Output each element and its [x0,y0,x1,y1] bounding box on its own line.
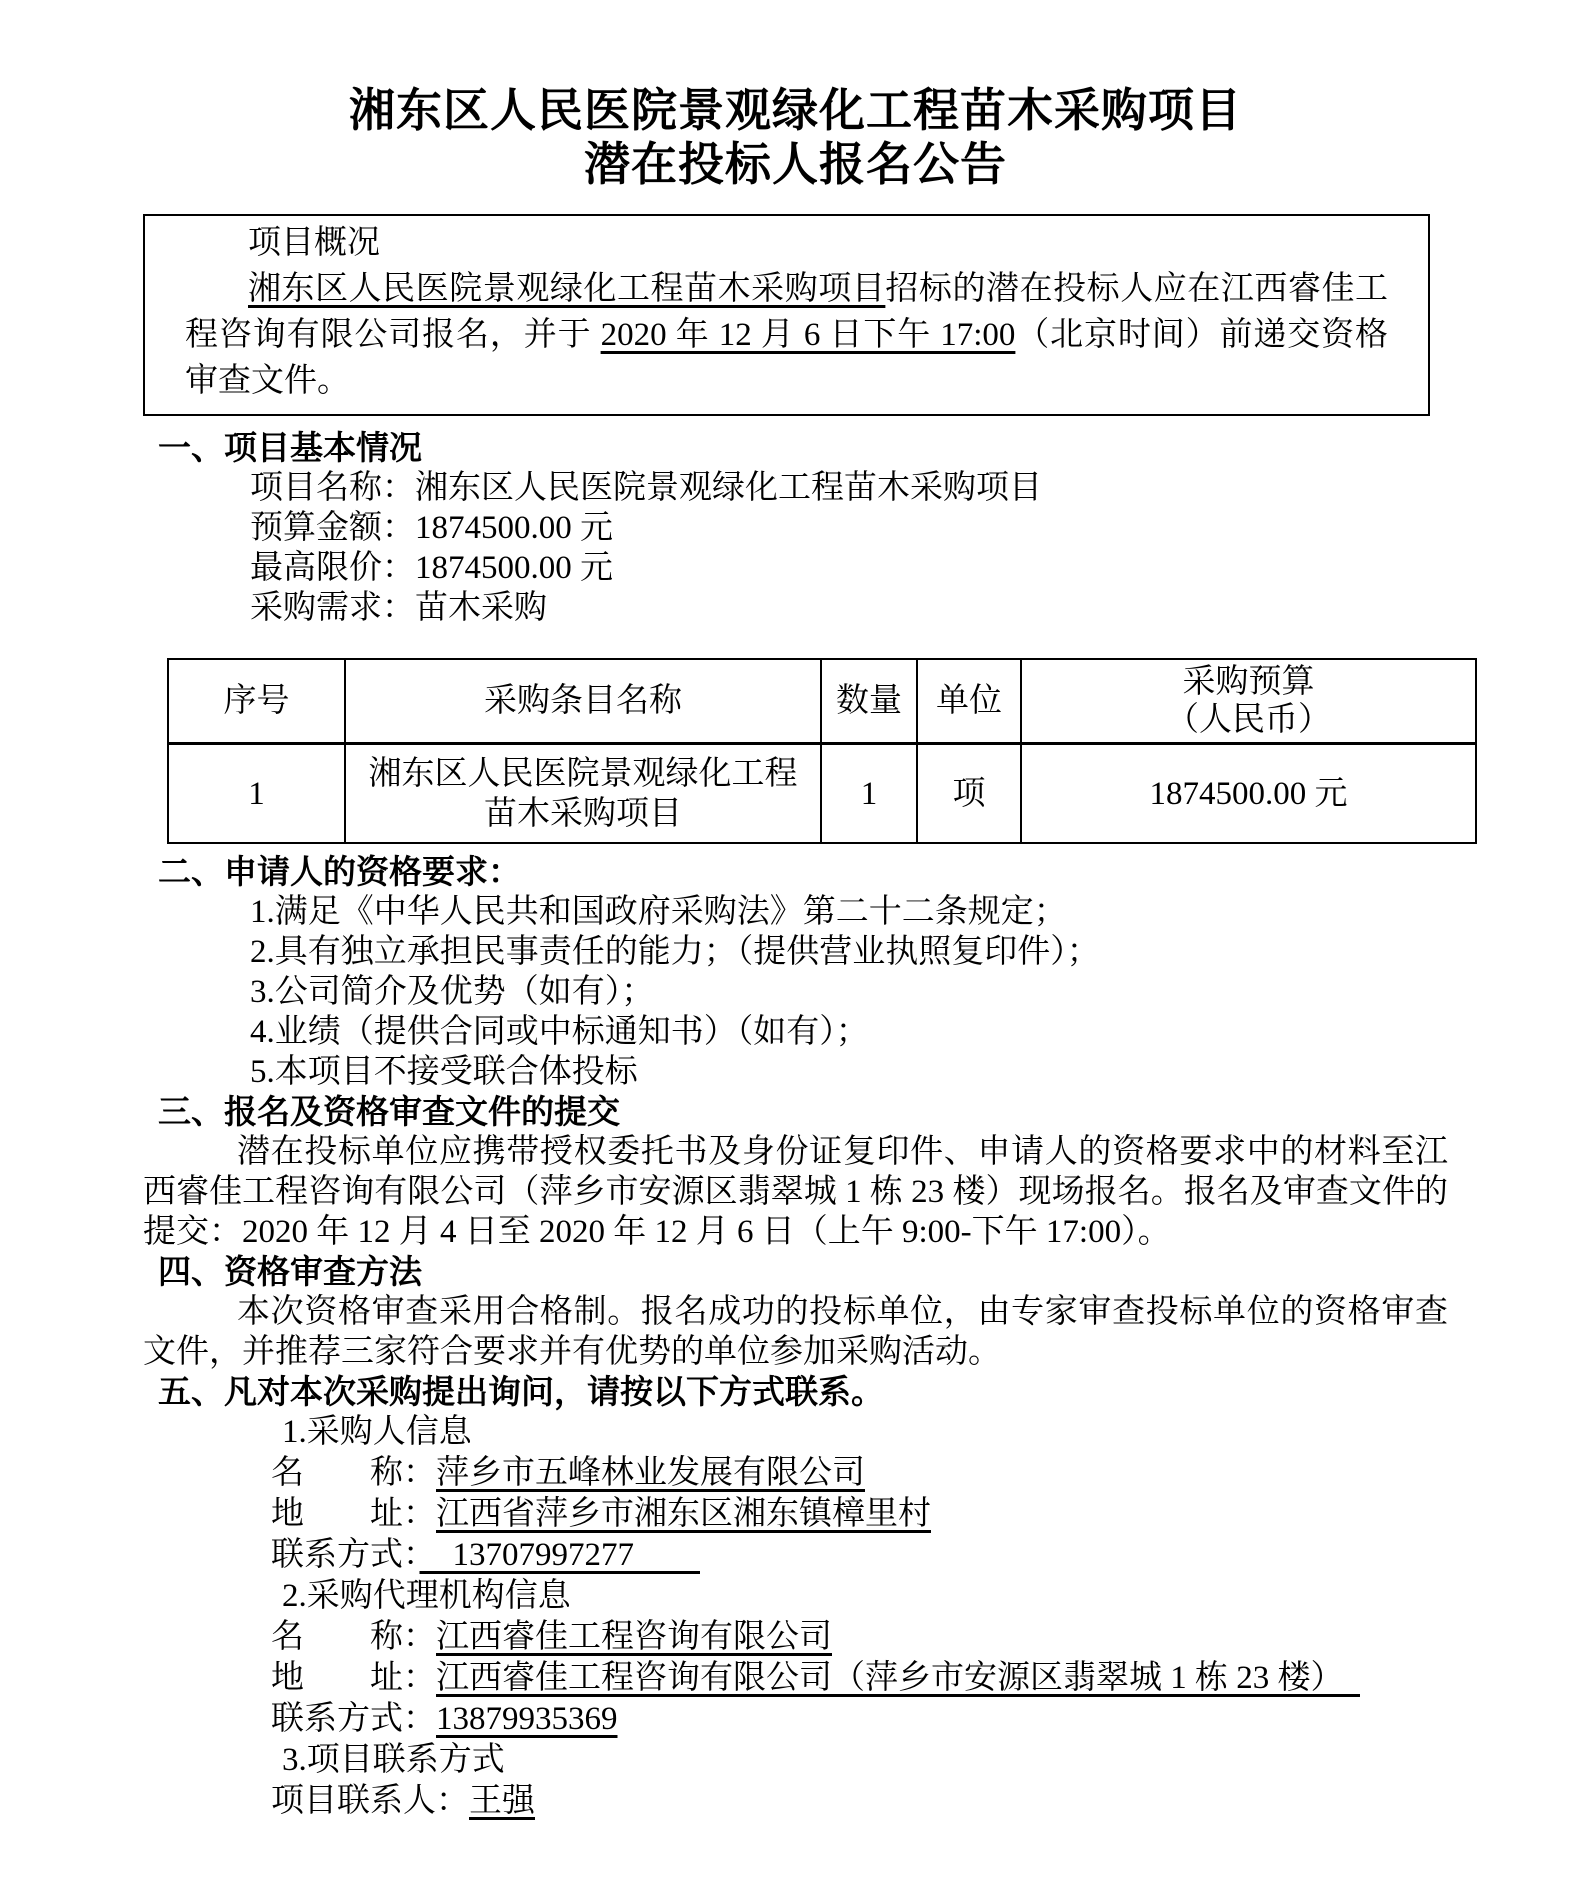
column-header-item-name: 采购条目名称 [345,659,821,744]
page-title [143,84,1448,192]
table-row [168,744,1476,844]
agency-phone-line [143,1699,1448,1740]
project-name-line: 项目名称：湘东区人民医院景观绿化工程苗木采购项目 [250,470,1042,506]
demand-line: 采购需求：苗木采购 [250,590,547,626]
agency-address-line [143,1658,1448,1699]
agency-name-label: 名 称： [271,1619,436,1655]
agency-phone-value: 13879935369 [436,1701,618,1737]
overview-label: 项目概况 [248,225,380,261]
agency-address-label: 地 址： [271,1660,436,1696]
purchaser-address-label: 地 址： [271,1496,436,1532]
requirement-item-1: 1.满足《中华人民共和国政府采购法》第二十二条规定； [250,894,1067,930]
project-contact-title: 3.项目联系方式 [282,1742,505,1778]
cell-item-name-line2: 苗木采购项目 [484,795,682,832]
overview-project-name-underlined: 湘东区人民医院景观绿化工程苗木采购项目 [248,271,886,307]
procurement-table [167,658,1477,844]
section-2-heading: 二、申请人的资格要求： [158,853,521,890]
overview-text-2: （北京时间）前递交资格审查文件。 [185,317,1389,399]
purchaser-phone-value: 13707997277 [419,1537,700,1573]
section-4-heading: 四、资格审查方法 [158,1253,422,1290]
agency-name-value: 江西睿佳工程咨询有限公司 [436,1619,832,1655]
column-header-quantity: 数量 [821,659,917,744]
cell-unit: 项 [917,744,1021,844]
project-contact-label: 项目联系人： [271,1783,469,1819]
requirement-item-4: 4.业绩（提供合同或中标通知书）（如有）； [250,1014,869,1050]
section-4-paragraph: 本次资格审查采用合格制。报名成功的投标单位，由专家审查投标单位的资格审查文件，并推荐三家符合要求并有优势的单位参加采购活动。 [143,1294,1448,1370]
column-header-budget [1021,659,1476,744]
agency-name-line [143,1617,1448,1658]
purchaser-address-value: 江西省萍乡市湘东区湘东镇樟里村 [436,1496,931,1532]
cell-quantity: 1 [821,744,917,844]
overview-paragraph [185,266,1388,404]
column-header-budget-line1: 采购预算 [1182,664,1315,700]
section-1-heading: 一、项目基本情况 [158,429,422,466]
agency-phone-label: 联系方式： [271,1701,436,1737]
section-3-paragraph: 潜在投标单位应携带授权委托书及身份证复印件、申请人的资格要求中的材料至江西睿佳工程咨询有限公司（萍乡市安源区翡翠城 1 栋 23 楼）现场报名。报名及审查文件的提交：2020 年 12 月 4 日至 2020 年 12 月 6 日（上午 9:00-下午 17:00）。 [143,1134,1448,1250]
column-header-budget-line2: （人民币） [1166,702,1331,738]
project-contact-name: 王强 [469,1783,535,1819]
cell-item-name [345,744,821,844]
project-overview-box [143,214,1430,416]
purchaser-name-value: 萍乡市五峰林业发展有限公司 [436,1455,865,1491]
column-header-unit: 单位 [917,659,1021,744]
cell-budget: 1874500.00 元 [1021,744,1476,844]
overview-text-1: 招标的潜在投标人应在江西睿佳工程咨询有限公司报名，并于 [185,271,1389,353]
page-title-line1: 湘东区人民医院景观绿化工程苗木采购项目 [349,85,1242,136]
purchaser-phone-label: 联系方式： [271,1537,420,1573]
section-5-heading: 五、凡对本次采购提出询问，请按以下方式联系。 [158,1373,884,1410]
project-contact-line [143,1781,1448,1822]
page-title-line2: 潜在投标人报名公告 [584,139,1007,190]
purchaser-phone-line [143,1535,1448,1576]
agency-address-value: 江西睿佳工程咨询有限公司（萍乡市安源区翡翠城 1 栋 23 楼） [436,1660,1360,1696]
cell-item-name-line1: 湘东区人民医院景观绿化工程 [368,755,798,792]
cell-seq: 1 [168,744,345,844]
purchaser-name-line [143,1453,1448,1494]
purchaser-name-label: 名 称： [271,1455,436,1491]
purchaser-info-title: 1.采购人信息 [282,1414,472,1450]
requirement-item-3: 3.公司简介及优势（如有）； [250,974,655,1010]
budget-line: 预算金额：1874500.00 元 [250,510,613,546]
section-3-heading: 三、报名及资格审查文件的提交 [158,1093,620,1130]
purchaser-address-line [143,1494,1448,1535]
max-price-line: 最高限价：1874500.00 元 [250,550,613,586]
overview-deadline-underlined: 2020 年 12 月 6 日下午 17:00 [600,317,1016,353]
requirement-item-2: 2.具有独立承担民事责任的能力；（提供营业执照复印件）； [250,934,1100,970]
column-header-seq: 序号 [168,659,345,744]
requirement-item-5: 5.本项目不接受联合体投标 [250,1054,638,1090]
table-header-row [168,659,1476,744]
agency-info-title: 2.采购代理机构信息 [282,1578,571,1614]
